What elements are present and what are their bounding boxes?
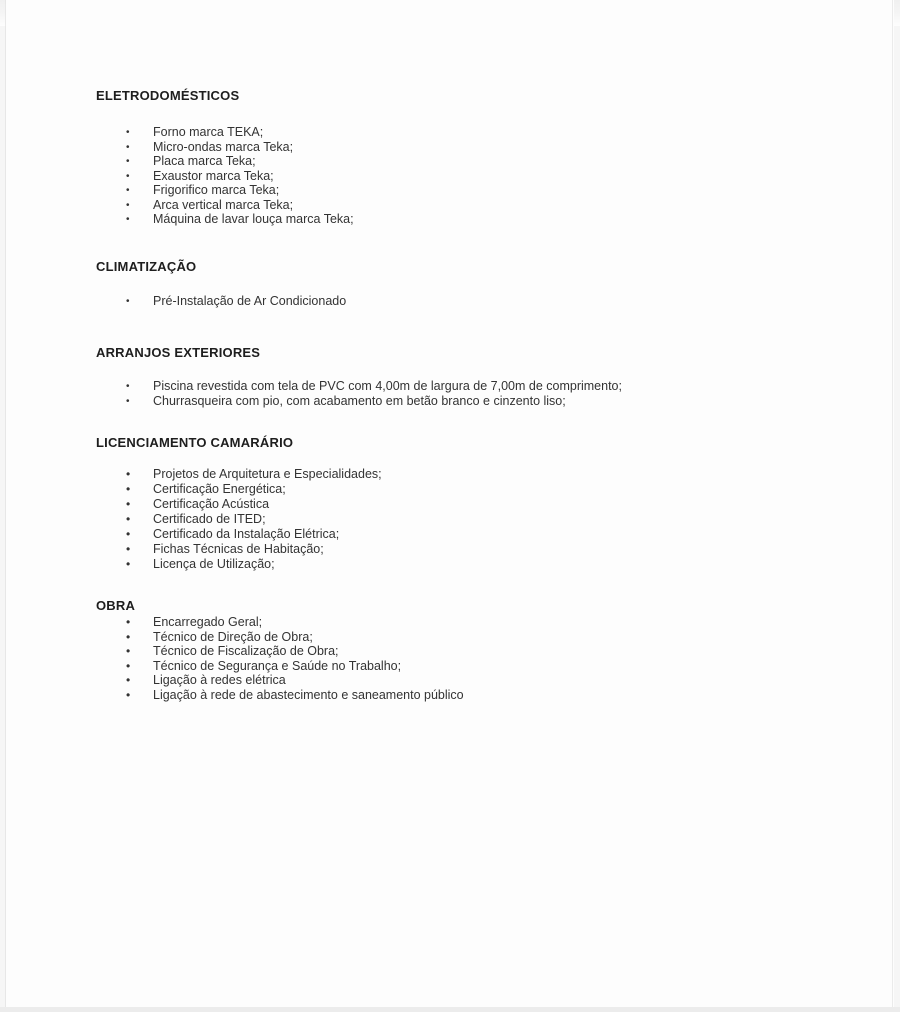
paper-bottom-shade <box>0 1007 900 1012</box>
list-item: • Técnico de Direção de Obra; <box>126 630 834 645</box>
list-item: • Placa marca Teka; <box>126 154 834 169</box>
list-item: • Micro-ondas marca Teka; <box>126 140 834 155</box>
list-item: • Pré-Instalação de Ar Condicionado <box>126 294 834 309</box>
section-title: LICENCIAMENTO CAMARÁRIO <box>96 435 294 450</box>
section-title: ELETRODOMÉSTICOS <box>96 88 240 103</box>
section-eletrodomesticos <box>96 88 834 227</box>
section-climatizacao <box>96 259 834 309</box>
section-arranjos-exteriores <box>96 345 834 408</box>
list-item: • Encarregado Geral; <box>126 615 834 630</box>
section-obra <box>96 598 834 702</box>
section-list <box>96 294 834 309</box>
list-item: • Ligação à rede de abastecimento e saneamento público <box>126 688 834 703</box>
list-item: • Forno marca TEKA; <box>126 125 834 140</box>
section-list <box>96 379 834 408</box>
list-item: • Piscina revestida com tela de PVC com 4,00m de largura de 7,00m de comprimento; <box>126 379 834 394</box>
section-title: ARRANJOS EXTERIORES <box>96 345 261 360</box>
paper-edge-left <box>5 0 6 1012</box>
document-page <box>6 0 894 1007</box>
list-item: • Certificado da Instalação Elétrica; <box>126 527 834 542</box>
list-item: • Churrasqueira com pio, com acabamento em betão branco e cinzento liso; <box>126 394 834 409</box>
list-item: • Técnico de Fiscalização de Obra; <box>126 644 834 659</box>
section-list <box>96 615 834 702</box>
list-item: • Projetos de Arquitetura e Especialidades; <box>126 467 834 482</box>
list-item: • Certificação Acústica <box>126 497 834 512</box>
section-licenciamento-camarario <box>96 435 834 572</box>
list-item: • Exaustor marca Teka; <box>126 169 834 184</box>
list-item: • Licença de Utilização; <box>126 557 834 572</box>
list-item: • Técnico de Segurança e Saúde no Trabalho; <box>126 659 834 674</box>
list-item: • Máquina de lavar louça marca Teka; <box>126 212 834 227</box>
section-list <box>96 125 834 227</box>
list-item: • Frigorifico marca Teka; <box>126 183 834 198</box>
list-item: • Ligação à redes elétrica <box>126 673 834 688</box>
section-list <box>96 467 834 572</box>
section-title: CLIMATIZAÇÃO <box>96 258 197 274</box>
paper-edge-right <box>892 0 893 1012</box>
list-item: • Fichas Técnicas de Habitação; <box>126 542 834 557</box>
list-item: • Certificado de ITED; <box>126 512 834 527</box>
list-item: • Arca vertical marca Teka; <box>126 198 834 213</box>
section-title: OBRA <box>96 598 136 613</box>
document-content <box>96 88 834 702</box>
list-item: • Certificação Energética; <box>126 482 834 497</box>
